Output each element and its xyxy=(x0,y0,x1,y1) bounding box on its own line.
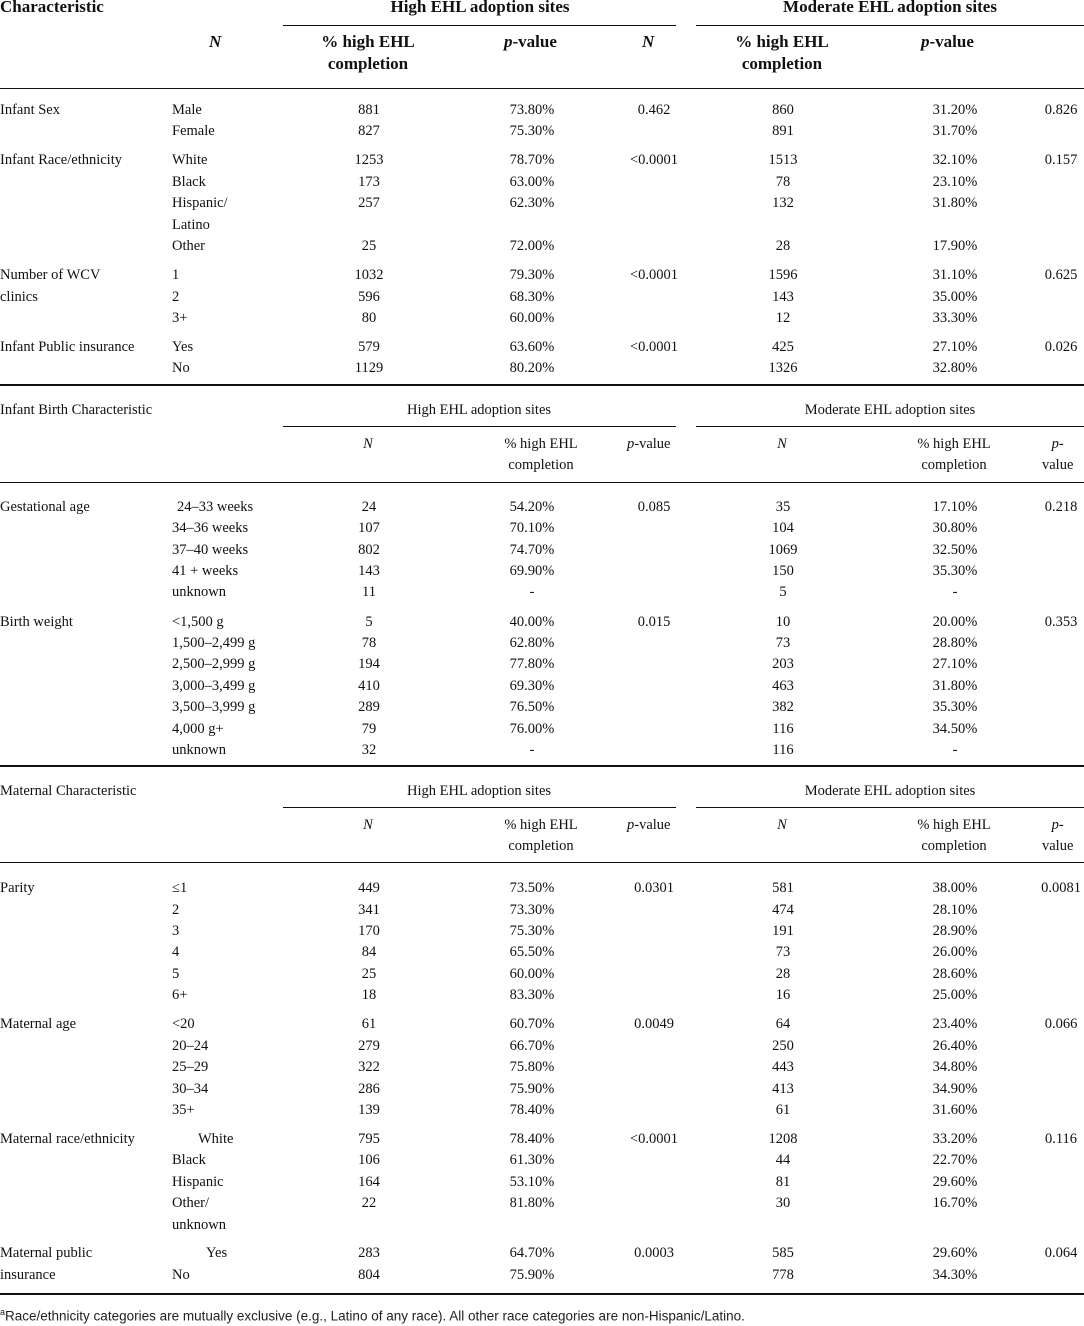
high-n-cell: 881 xyxy=(358,102,380,118)
characteristic-cell: Infant Public insurance xyxy=(0,339,135,355)
high-pct-cell: 65.50% xyxy=(509,944,555,960)
category-cell: White xyxy=(198,1131,234,1147)
category-cell: 2 xyxy=(172,902,180,918)
header-mod-pvalue: p-value xyxy=(921,32,974,51)
high-pct-cell: 75.80% xyxy=(509,1059,555,1075)
footnote: $^a$Race/ethnicity categories are mutually exclusive (e.g., Latino of any race). All other race categories are non-Hispanic/Latino. xyxy=(0,1307,745,1324)
section3-top-rule xyxy=(0,765,1084,767)
section2-mod-pct: % high EHL completion xyxy=(917,436,991,473)
moderate-pct-cell: 29.60% xyxy=(932,1174,978,1190)
high-n-cell: 289 xyxy=(358,699,380,715)
section2-header-bottom-rule xyxy=(0,482,1084,483)
high-pct-cell: 40.00% xyxy=(509,614,555,630)
high-n-cell: 79 xyxy=(361,721,377,737)
high-pct-cell: 73.30% xyxy=(509,902,555,918)
category-cell: 2,500–2,999 g xyxy=(172,656,256,672)
moderate-pct-cell: 28.80% xyxy=(932,635,978,651)
high-pct-cell: - xyxy=(529,742,535,758)
category-cell: Other/ xyxy=(172,1195,210,1211)
moderate-n-cell: 425 xyxy=(772,339,794,355)
header-high-n-end: N xyxy=(642,32,655,51)
section3-high-group: High EHL adoption sites xyxy=(406,783,552,799)
high-pct-cell: - xyxy=(529,584,535,600)
moderate-pct-cell: 32.10% xyxy=(932,152,978,168)
high-n-cell: 596 xyxy=(358,289,380,305)
moderate-n-cell: 203 xyxy=(772,656,794,672)
moderate-n-cell: 81 xyxy=(775,1174,791,1190)
header-high-pvalue: p-value xyxy=(504,32,557,51)
moderate-pvalue-cell: 0.026 xyxy=(1044,339,1078,355)
high-n-cell: 579 xyxy=(358,339,380,355)
category-cell: 2 xyxy=(172,289,180,305)
high-pct-cell: 78.40% xyxy=(509,1131,555,1147)
high-n-cell: 5 xyxy=(365,614,373,630)
moderate-pct-cell: 16.70% xyxy=(932,1195,978,1211)
moderate-n-cell: 78 xyxy=(775,174,791,190)
category-cell: Black xyxy=(172,174,206,190)
moderate-n-cell: 16 xyxy=(775,987,791,1003)
moderate-pct-cell: 28.90% xyxy=(932,923,978,939)
moderate-pct-cell: 30.80% xyxy=(932,520,978,536)
high-n-cell: 22 xyxy=(361,1195,377,1211)
characteristic-cell: Maternal race/ethnicity xyxy=(0,1131,135,1147)
high-n-cell: 1129 xyxy=(354,360,384,376)
high-n-cell: 106 xyxy=(358,1152,380,1168)
moderate-pct-cell: 34.80% xyxy=(932,1059,978,1075)
category-cell: Latino xyxy=(172,217,210,233)
moderate-n-cell: 5 xyxy=(779,584,787,600)
moderate-n-cell: 585 xyxy=(772,1245,794,1261)
high-pct-cell: 69.90% xyxy=(509,563,555,579)
moderate-pct-cell: 34.30% xyxy=(932,1267,978,1283)
moderate-pct-cell: 27.10% xyxy=(932,339,978,355)
header-mod-pct: % high EHL completion xyxy=(735,32,829,73)
moderate-pct-cell: 28.10% xyxy=(932,902,978,918)
moderate-pct-cell: 25.00% xyxy=(932,987,978,1003)
moderate-pct-cell: 29.60% xyxy=(932,1245,978,1261)
header-bottom-rule xyxy=(0,88,1084,89)
category-cell: Female xyxy=(172,123,215,139)
section3-high-rule xyxy=(283,807,676,808)
category-cell: 35+ xyxy=(172,1102,195,1118)
section3-mod-pvalue: p- value xyxy=(1042,817,1074,854)
high-n-cell: 32 xyxy=(361,742,377,758)
category-cell: 1 xyxy=(172,267,180,283)
high-n-cell: 11 xyxy=(362,584,376,600)
category-cell: <20 xyxy=(172,1016,195,1032)
high-pct-cell: 62.80% xyxy=(509,635,555,651)
category-cell: 1,500–2,499 g xyxy=(172,635,256,651)
moderate-pct-cell: - xyxy=(952,742,958,758)
moderate-pct-cell: 17.90% xyxy=(932,238,978,254)
section2-mod-n: N xyxy=(777,436,787,452)
moderate-pct-cell: 34.50% xyxy=(932,721,978,737)
high-pvalue-cell: <0.0001 xyxy=(629,1131,679,1147)
characteristic-cell: Infant Sex xyxy=(0,102,60,118)
high-n-cell: 802 xyxy=(358,542,380,558)
category-cell: unknown xyxy=(172,1217,226,1233)
moderate-n-cell: 1069 xyxy=(768,542,798,558)
high-n-cell: 286 xyxy=(358,1081,380,1097)
section2-top-rule xyxy=(0,384,1084,386)
high-n-cell: 283 xyxy=(358,1245,380,1261)
high-n-cell: 449 xyxy=(358,880,380,896)
moderate-pct-cell: 38.00% xyxy=(932,880,978,896)
header-n: N xyxy=(209,32,222,51)
characteristic-cell: Maternal age xyxy=(0,1016,77,1032)
moderate-n-cell: 1513 xyxy=(768,152,798,168)
category-cell: 4,000 g+ xyxy=(172,721,224,737)
category-cell: Hispanic/ xyxy=(172,195,228,211)
moderate-pvalue-cell: 0.625 xyxy=(1044,267,1078,283)
category-cell: unknown xyxy=(172,584,226,600)
high-pct-cell: 61.30% xyxy=(509,1152,555,1168)
category-cell: ≤1 xyxy=(172,880,188,896)
moderate-pct-cell: 23.40% xyxy=(932,1016,978,1032)
section3-title: Maternal Characteristic xyxy=(0,783,137,799)
category-cell: Yes xyxy=(172,339,194,355)
category-cell: 30–34 xyxy=(172,1081,209,1097)
characteristic-cell: Maternal public xyxy=(0,1245,93,1261)
category-cell: 20–24 xyxy=(172,1038,209,1054)
header-high-pct: % high EHL completion xyxy=(321,32,415,73)
category-cell: Hispanic xyxy=(172,1174,224,1190)
category-cell: 34–36 weeks xyxy=(172,520,249,536)
section3-mod-n: N xyxy=(777,817,787,833)
high-n-cell: 279 xyxy=(358,1038,380,1054)
moderate-pvalue-cell: 0.218 xyxy=(1044,499,1078,515)
high-pct-cell: 68.30% xyxy=(509,289,555,305)
high-pct-cell: 60.70% xyxy=(509,1016,555,1032)
category-cell: 41 + weeks xyxy=(172,563,239,579)
high-pct-cell: 80.20% xyxy=(509,360,555,376)
moderate-n-cell: 116 xyxy=(772,721,794,737)
high-pct-cell: 75.90% xyxy=(509,1267,555,1283)
moderate-n-cell: 12 xyxy=(775,310,791,326)
section3-moderate-rule xyxy=(696,807,1084,808)
high-pct-cell: 66.70% xyxy=(509,1038,555,1054)
moderate-pct-cell: 33.30% xyxy=(932,310,978,326)
high-pct-cell: 72.00% xyxy=(509,238,555,254)
section2-mod-pvalue: p- value xyxy=(1042,436,1074,473)
category-cell: 4 xyxy=(172,944,180,960)
moderate-pct-cell: 20.00% xyxy=(932,614,978,630)
high-n-cell: 107 xyxy=(358,520,380,536)
moderate-pct-cell: 26.40% xyxy=(932,1038,978,1054)
section3-header-bottom-rule xyxy=(0,862,1084,863)
high-pct-cell: 64.70% xyxy=(509,1245,555,1261)
characteristic-cell: clinics xyxy=(0,289,38,305)
high-pct-cell: 76.00% xyxy=(509,721,555,737)
moderate-n-cell: 1208 xyxy=(768,1131,798,1147)
high-pct-cell: 73.80% xyxy=(509,102,555,118)
moderate-n-cell: 474 xyxy=(772,902,794,918)
high-n-cell: 25 xyxy=(361,238,377,254)
high-n-cell: 78 xyxy=(361,635,377,651)
category-cell: Other xyxy=(172,238,206,254)
moderate-n-cell: 581 xyxy=(772,880,794,896)
high-n-cell: 322 xyxy=(358,1059,380,1075)
section2-high-pct: % high EHL completion xyxy=(504,436,578,473)
moderate-pct-cell: 23.10% xyxy=(932,174,978,190)
high-n-cell: 827 xyxy=(358,123,380,139)
section2-moderate-rule xyxy=(696,426,1084,427)
section2-high-n: N xyxy=(363,436,373,452)
characteristic-cell: Birth weight xyxy=(0,614,73,630)
moderate-n-cell: 44 xyxy=(775,1152,791,1168)
high-n-cell: 194 xyxy=(358,656,380,672)
moderate-pct-cell: 26.00% xyxy=(932,944,978,960)
category-cell: 6+ xyxy=(172,987,188,1003)
moderate-pvalue-cell: 0.064 xyxy=(1044,1245,1078,1261)
section3-mod-pct: % high EHL completion xyxy=(917,817,991,854)
section3-moderate-group: Moderate EHL adoption sites xyxy=(804,783,976,799)
high-pct-cell: 75.90% xyxy=(509,1081,555,1097)
moderate-n-cell: 132 xyxy=(772,195,794,211)
high-pct-cell: 76.50% xyxy=(509,699,555,715)
high-pct-cell: 54.20% xyxy=(509,499,555,515)
high-pct-cell: 78.70% xyxy=(509,152,555,168)
moderate-n-cell: 73 xyxy=(775,944,791,960)
moderate-n-cell: 64 xyxy=(775,1016,791,1032)
category-cell: 25–29 xyxy=(172,1059,209,1075)
moderate-n-cell: 382 xyxy=(772,699,794,715)
high-pvalue-cell: <0.0001 xyxy=(629,267,679,283)
moderate-pct-cell: 27.10% xyxy=(932,656,978,672)
high-n-cell: 1032 xyxy=(354,267,384,283)
high-pct-cell: 75.30% xyxy=(509,123,555,139)
high-pvalue-cell: 0.085 xyxy=(637,499,671,515)
header-characteristic: Characteristic xyxy=(0,0,104,16)
high-pct-cell: 53.10% xyxy=(509,1174,555,1190)
high-pvalue-cell: 0.015 xyxy=(637,614,671,630)
section2-high-rule xyxy=(283,426,676,427)
high-pct-cell: 60.00% xyxy=(509,966,555,982)
header-high-group: High EHL adoption sites xyxy=(390,0,570,16)
moderate-pvalue-cell: 0.826 xyxy=(1044,102,1078,118)
category-cell: Male xyxy=(172,102,202,118)
moderate-n-cell: 443 xyxy=(772,1059,794,1075)
high-group-rule xyxy=(283,25,676,26)
characteristic-cell: Infant Race/ethnicity xyxy=(0,152,122,168)
moderate-pct-cell: 31.80% xyxy=(932,195,978,211)
high-n-cell: 164 xyxy=(358,1174,380,1190)
category-cell: 5 xyxy=(172,966,180,982)
high-n-cell: 18 xyxy=(361,987,377,1003)
moderate-pvalue-cell: 0.0081 xyxy=(1041,880,1081,896)
high-pct-cell: 79.30% xyxy=(509,267,555,283)
high-n-cell: 25 xyxy=(361,966,377,982)
moderate-n-cell: 413 xyxy=(772,1081,794,1097)
high-pct-cell: 70.10% xyxy=(509,520,555,536)
moderate-n-cell: 1326 xyxy=(768,360,798,376)
moderate-pvalue-cell: 0.066 xyxy=(1044,1016,1078,1032)
section3-high-n: N xyxy=(363,817,373,833)
moderate-pct-cell: 32.80% xyxy=(932,360,978,376)
high-pvalue-cell: 0.0301 xyxy=(634,880,674,896)
high-n-cell: 84 xyxy=(361,944,377,960)
moderate-group-rule xyxy=(696,25,1084,26)
moderate-n-cell: 28 xyxy=(775,238,791,254)
high-pct-cell: 73.50% xyxy=(509,880,555,896)
high-pct-cell: 81.80% xyxy=(509,1195,555,1211)
section2-moderate-group: Moderate EHL adoption sites xyxy=(804,402,976,418)
moderate-pct-cell: 31.70% xyxy=(932,123,978,139)
moderate-n-cell: 860 xyxy=(772,102,794,118)
section3-high-pct: % high EHL completion xyxy=(504,817,578,854)
high-pct-cell: 77.80% xyxy=(509,656,555,672)
high-n-cell: 143 xyxy=(358,563,380,579)
category-cell: No xyxy=(172,360,190,376)
high-pct-cell: 75.30% xyxy=(509,923,555,939)
moderate-n-cell: 30 xyxy=(775,1195,791,1211)
moderate-pct-cell: 34.90% xyxy=(932,1081,978,1097)
category-cell: 37–40 weeks xyxy=(172,542,249,558)
moderate-pct-cell: 17.10% xyxy=(932,499,978,515)
moderate-n-cell: 143 xyxy=(772,289,794,305)
moderate-n-cell: 61 xyxy=(775,1102,791,1118)
category-cell: 3 xyxy=(172,923,180,939)
moderate-pvalue-cell: 0.116 xyxy=(1044,1131,1078,1147)
category-cell: 3,500–3,999 g xyxy=(172,699,256,715)
moderate-n-cell: 28 xyxy=(775,966,791,982)
moderate-n-cell: 191 xyxy=(772,923,794,939)
high-n-cell: 257 xyxy=(358,195,380,211)
header-moderate-group: Moderate EHL adoption sites xyxy=(783,0,997,16)
high-n-cell: 410 xyxy=(358,678,380,694)
category-cell: No xyxy=(172,1267,190,1283)
high-pct-cell: 62.30% xyxy=(509,195,555,211)
moderate-n-cell: 116 xyxy=(772,742,794,758)
high-n-cell: 139 xyxy=(358,1102,380,1118)
category-cell: unknown xyxy=(172,742,226,758)
high-pct-cell: 83.30% xyxy=(509,987,555,1003)
high-pct-cell: 69.30% xyxy=(509,678,555,694)
high-n-cell: 61 xyxy=(361,1016,377,1032)
category-cell: 3,000–3,499 g xyxy=(172,678,256,694)
table-bottom-rule xyxy=(0,1293,1084,1295)
high-pvalue-cell: 0.0049 xyxy=(634,1016,674,1032)
characteristic-cell: Parity xyxy=(0,880,35,896)
high-n-cell: 80 xyxy=(361,310,377,326)
category-cell: Yes xyxy=(206,1245,228,1261)
moderate-n-cell: 104 xyxy=(772,520,794,536)
category-cell: 3+ xyxy=(172,310,188,326)
characteristic-cell: Gestational age xyxy=(0,499,90,515)
category-cell: <1,500 g xyxy=(172,614,224,630)
moderate-n-cell: 35 xyxy=(775,499,791,515)
high-n-cell: 341 xyxy=(358,902,380,918)
high-n-cell: 170 xyxy=(358,923,380,939)
high-n-cell: 1253 xyxy=(354,152,384,168)
moderate-n-cell: 891 xyxy=(772,123,794,139)
high-pvalue-cell: 0.0003 xyxy=(634,1245,674,1261)
moderate-pct-cell: 31.10% xyxy=(932,267,978,283)
high-pct-cell: 63.00% xyxy=(509,174,555,190)
moderate-pct-cell: 33.20% xyxy=(932,1131,978,1147)
high-n-cell: 804 xyxy=(358,1267,380,1283)
high-n-cell: 795 xyxy=(358,1131,380,1147)
category-cell: White xyxy=(172,152,208,168)
moderate-pct-cell: 31.60% xyxy=(932,1102,978,1118)
high-pct-cell: 74.70% xyxy=(509,542,555,558)
characteristic-cell: insurance xyxy=(0,1267,56,1283)
high-pct-cell: 78.40% xyxy=(509,1102,555,1118)
moderate-pct-cell: - xyxy=(952,584,958,600)
moderate-pvalue-cell: 0.353 xyxy=(1044,614,1078,630)
moderate-n-cell: 250 xyxy=(772,1038,794,1054)
category-cell: 24–33 weeks xyxy=(177,499,254,515)
moderate-pct-cell: 32.50% xyxy=(932,542,978,558)
moderate-n-cell: 463 xyxy=(772,678,794,694)
section3-high-pvalue: p-value xyxy=(627,817,671,833)
moderate-pct-cell: 28.60% xyxy=(932,966,978,982)
moderate-pvalue-cell: 0.157 xyxy=(1044,152,1078,168)
category-cell: Black xyxy=(172,1152,206,1168)
high-pvalue-cell: <0.0001 xyxy=(629,339,679,355)
moderate-pct-cell: 31.20% xyxy=(932,102,978,118)
moderate-n-cell: 73 xyxy=(775,635,791,651)
high-n-cell: 173 xyxy=(358,174,380,190)
moderate-pct-cell: 31.80% xyxy=(932,678,978,694)
moderate-pct-cell: 35.30% xyxy=(932,699,978,715)
high-pct-cell: 60.00% xyxy=(509,310,555,326)
moderate-pct-cell: 22.70% xyxy=(932,1152,978,1168)
high-pvalue-cell: 0.462 xyxy=(637,102,671,118)
moderate-n-cell: 10 xyxy=(775,614,791,630)
moderate-pct-cell: 35.00% xyxy=(932,289,978,305)
high-n-cell: 24 xyxy=(361,499,377,515)
characteristic-cell: Number of WCV xyxy=(0,267,101,283)
section2-high-pvalue: p-value xyxy=(627,436,671,452)
moderate-n-cell: 778 xyxy=(772,1267,794,1283)
moderate-n-cell: 150 xyxy=(772,563,794,579)
section2-title: Infant Birth Characteristic xyxy=(0,402,153,418)
high-pct-cell: 63.60% xyxy=(509,339,555,355)
high-pvalue-cell: <0.0001 xyxy=(629,152,679,168)
section2-high-group: High EHL adoption sites xyxy=(406,402,552,418)
moderate-n-cell: 1596 xyxy=(768,267,798,283)
moderate-pct-cell: 35.30% xyxy=(932,563,978,579)
